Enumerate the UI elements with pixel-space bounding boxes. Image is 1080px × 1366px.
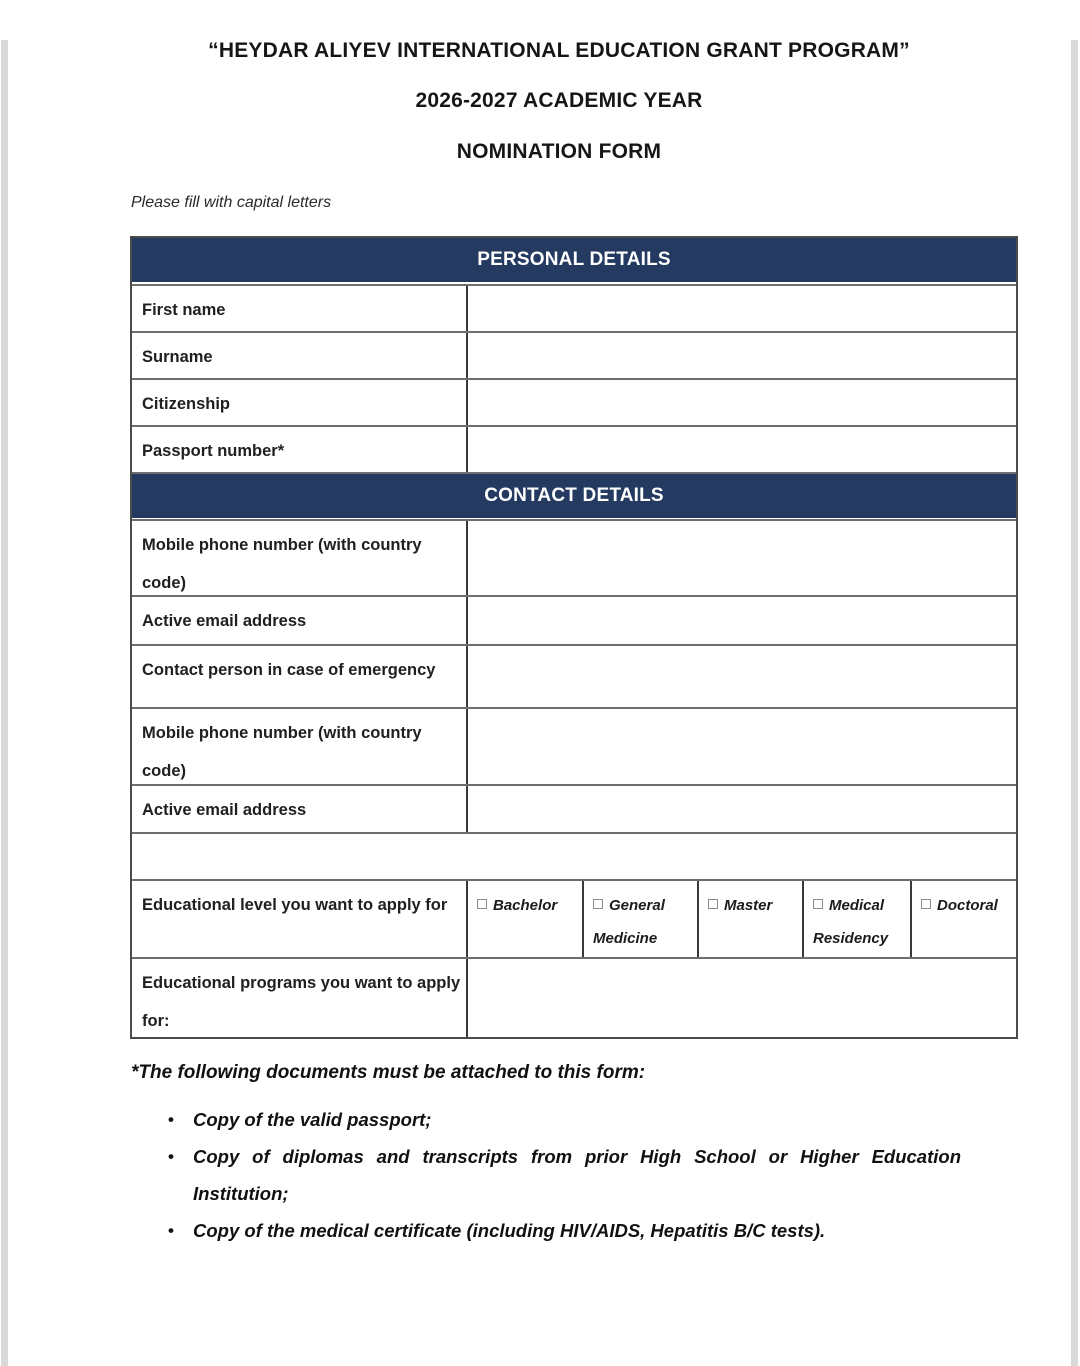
nomination-form-table (130, 236, 1018, 1039)
page-edge-right (1071, 40, 1078, 1366)
option-bachelor[interactable] (468, 881, 584, 957)
input-cell-mobile-phone-2[interactable] (468, 709, 1016, 784)
option-label: Bachelor (493, 897, 558, 914)
table-row-education-level (132, 879, 1016, 957)
option-label: Medical Residency (813, 897, 889, 947)
field-label-education-programs: Educational programs you want to apply for: (132, 959, 468, 1037)
option-medical-residency[interactable] (804, 881, 912, 957)
empty-cell (132, 834, 1016, 879)
input-cell-mobile-phone-1[interactable] (468, 521, 1016, 595)
field-label-emergency-contact: Contact person in case of emergency (132, 646, 468, 707)
option-general-medicine[interactable] (584, 881, 699, 957)
fill-instruction: Please fill with capital letters (131, 194, 332, 211)
table-row-surname (132, 331, 1016, 378)
form-title: NOMINATION FORM (456, 140, 662, 163)
table-row-mobile-phone-1 (132, 519, 1016, 595)
attachments-section (131, 1061, 991, 1249)
field-label-education-level: Educational level you want to apply for (132, 881, 468, 957)
input-cell-email-2[interactable] (468, 786, 1016, 832)
table-row-citizenship (132, 378, 1016, 425)
contact-details-header: CONTACT DETAILS (132, 474, 1016, 518)
input-cell-education-programs[interactable] (468, 959, 1016, 1037)
table-row-first-name (132, 284, 1016, 331)
option-label: Master (724, 897, 773, 914)
list-item: • Copy of the medical certificate (including HIV/AIDS, Hepatitis B/C tests). (166, 1212, 961, 1249)
field-label-passport-number: Passport number* (132, 427, 468, 472)
field-label-email-1: Active email address (132, 597, 468, 644)
input-cell-first-name[interactable] (468, 286, 1016, 331)
program-title: “HEYDAR ALIYEV INTERNATIONAL EDUCATION GRANT PROGRAM” (208, 39, 910, 62)
table-row-email-2 (132, 784, 1016, 832)
table-row-email-1 (132, 595, 1016, 644)
section-header-row (132, 238, 1016, 284)
option-master[interactable] (699, 881, 804, 957)
field-label-citizenship: Citizenship (132, 380, 468, 425)
list-item: • Copy of the valid passport; (166, 1101, 961, 1138)
checkbox-icon[interactable] (813, 899, 823, 909)
input-cell-email-1[interactable] (468, 597, 1016, 644)
option-label: General Medicine (593, 897, 665, 947)
empty-spacer-row (132, 832, 1016, 879)
table-row-emergency-contact (132, 644, 1016, 707)
checkbox-icon[interactable] (708, 899, 718, 909)
option-label: Doctoral (937, 897, 998, 914)
section-header-row (132, 472, 1016, 519)
input-cell-emergency-contact[interactable] (468, 646, 1016, 707)
checkbox-icon[interactable] (593, 899, 603, 909)
attachments-heading: *The following documents must be attached to this form: (131, 1062, 646, 1083)
table-row-education-programs (132, 957, 1016, 1037)
input-cell-citizenship[interactable] (468, 380, 1016, 425)
attachments-list (166, 1101, 961, 1249)
checkbox-icon[interactable] (477, 899, 487, 909)
list-item: • Copy of diplomas and transcripts from prior High School or Higher Education Institution; (166, 1138, 961, 1212)
field-label-surname: Surname (132, 333, 468, 378)
page-edge-left (1, 40, 8, 1366)
table-row-passport-number (132, 425, 1016, 472)
option-doctoral[interactable] (912, 881, 1016, 957)
input-cell-surname[interactable] (468, 333, 1016, 378)
checkbox-icon[interactable] (921, 899, 931, 909)
personal-details-header: PERSONAL DETAILS (132, 238, 1016, 282)
field-label-first-name: First name (132, 286, 468, 331)
field-label-mobile-phone-2: Mobile phone number (with country code) (132, 709, 468, 784)
academic-year-title: 2026-2027 ACADEMIC YEAR (415, 89, 703, 112)
document-page (0, 40, 1080, 1366)
input-cell-passport-number[interactable] (468, 427, 1016, 472)
field-label-mobile-phone-1: Mobile phone number (with country code) (132, 521, 468, 595)
field-label-email-2: Active email address (132, 786, 468, 832)
document-header (130, 40, 988, 163)
table-row-mobile-phone-2 (132, 707, 1016, 784)
